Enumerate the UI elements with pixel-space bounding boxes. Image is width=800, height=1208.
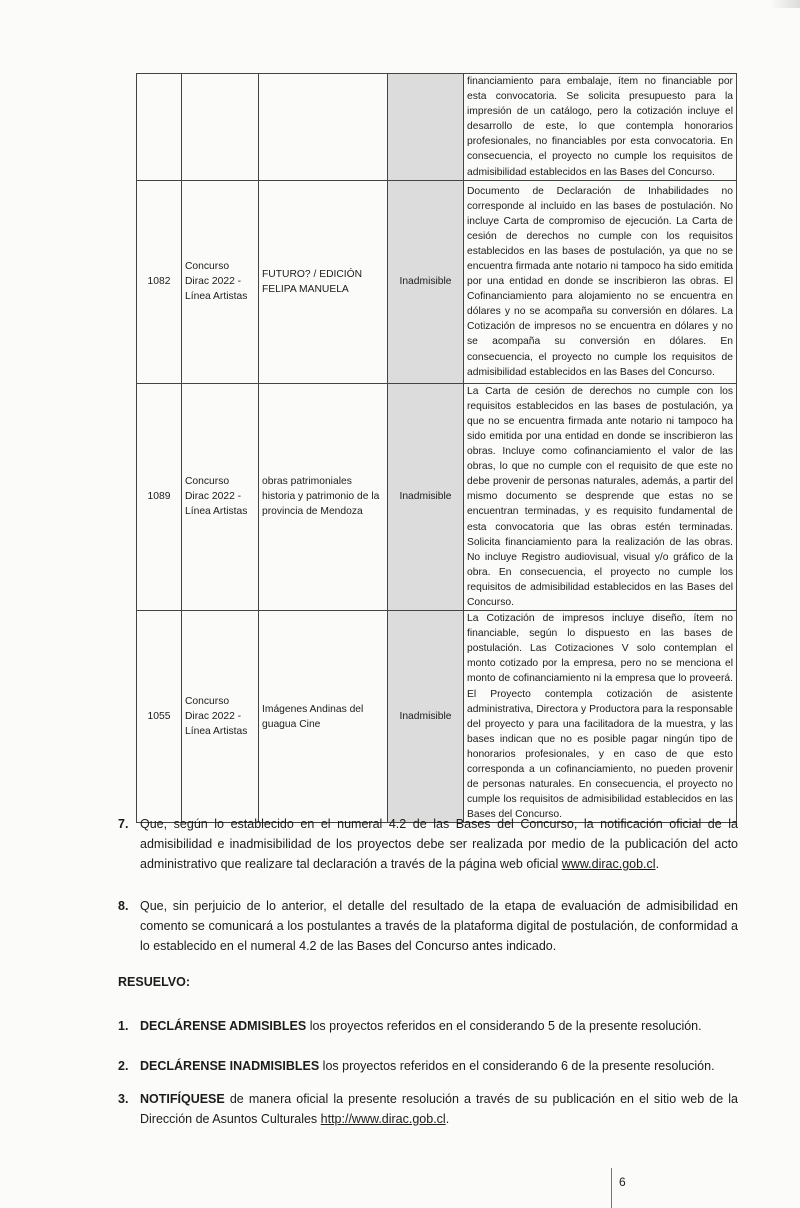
page-number-divider — [611, 1168, 612, 1208]
inadmissible-projects-table — [136, 73, 737, 823]
item-number: 2. — [118, 1059, 129, 1073]
concurso-name: Concurso Dirac 2022 - Línea Artistas — [182, 383, 259, 610]
item-text: NOTIFÍQUESE de manera oficial la presente resolución a través de su publicación en el sitio web de la Dirección de Asuntos Culturales http://www.dirac.gob.cl. — [140, 1092, 738, 1126]
resuelvo-item-3 — [118, 1089, 738, 1129]
concurso-name: Concurso Dirac 2022 - Línea Artistas — [182, 611, 259, 823]
item-number: 1. — [118, 1019, 129, 1033]
status-cell: Inadmisible — [388, 611, 464, 823]
table-row — [137, 180, 737, 383]
page-number: 6 — [619, 1175, 626, 1189]
considerando-7 — [118, 814, 738, 874]
project-name: FUTURO? / EDICIÓN FELIPA MANUELA — [259, 180, 388, 383]
project-id — [137, 74, 182, 181]
status-cell: Inadmisible — [388, 383, 464, 610]
scan-mark — [770, 0, 800, 8]
project-id: 1089 — [137, 383, 182, 610]
project-id: 1082 — [137, 180, 182, 383]
dirac-website-link[interactable]: www.dirac.gob.cl — [561, 857, 656, 871]
project-name — [259, 74, 388, 181]
status-cell — [388, 74, 464, 181]
item-text: DECLÁRENSE ADMISIBLES los proyectos referidos en el considerando 5 de la presente resolución. — [140, 1019, 702, 1033]
project-id: 1055 — [137, 611, 182, 823]
resuelvo-item-1 — [118, 1016, 738, 1036]
considerando-8 — [118, 896, 738, 956]
observation-text: La Cotización de impresos incluye diseño, ítem no financiable, según lo dispuesto en las bases de postulación. Las Cotizaciones V solo contemplan el monto cotizado por la empresa, pero no se menciona el monto de cofinanciamiento ni la empresa que lo proveerá. El Proyecto contempla cotización de asistente administrativa, Directora y Productora para la responsable del proyecto y para una facilitadora de la muestra, y las bases indican que no es posible pagar ningún tipo de honorarios profesionales, y en caso de que esto corresponda a un cofinanciamiento, no pueden provenir de personas naturales. En consecuencia, el proyecto no cumple los requisitos de admisibilidad establecidos en las Bases del Concurso. — [464, 611, 737, 823]
table-row — [137, 383, 737, 610]
considerando-text: Que, según lo establecido en el numeral 4.2 de las Bases del Concurso, la notificación oficial de la admisibilidad e inadmisibilidad de los proyectos debe ser realizada por medio de la publicación del acto administrativo que realizare tal declaración a través de la página web oficial www.dirac.gob.cl. — [140, 817, 738, 871]
table-row — [137, 74, 737, 181]
status-cell: Inadmisible — [388, 180, 464, 383]
item-number: 3. — [118, 1092, 129, 1106]
observation-text: financiamiento para embalaje, ítem no financiable por esta convocatoria. Se solicita presupuesto para la impresión de un catálogo, pero la cotización incluye el desarrollo de este, lo que contempla honorarios profesionales, no financiables por esta convocatoria. En consecuencia, el proyecto no cumple los requisitos de admisibilidad establecidos en las Bases del Concurso. — [464, 74, 737, 181]
dirac-url-link[interactable]: http://www.dirac.gob.cl — [320, 1112, 446, 1126]
considerando-text: Que, sin perjuicio de lo anterior, el detalle del resultado de la etapa de evaluación de admisibilidad en comento se comunicará a los postulantes a través de la plataforma digital de postulación, de conformidad a lo establecido en el numeral 4.2 de las Bases del Concurso antes indicado. — [140, 899, 738, 953]
observation-text: Documento de Declaración de Inhabilidades no corresponde al incluido en las bases de postulación. No incluye Carta de compromiso de ejecución. La Carta de cesión de derechos no cumple con los requisitos establecidos en las bases de postulación, ya que no se encuentra firmada ante notario ni tampoco ha sido emitida por una entidad en donde se inscribieron las obras. El Cofinanciamiento para alojamiento no se encuentra en dólares y no se acompaña su conversión en dólares. La Cotización de impresos no se encuentra en dólares y no se acompaña su conversión en dólares. En consecuencia, el proyecto no cumple los requisitos de admisibilidad establecidos en las Bases del Concurso. — [464, 180, 737, 383]
concurso-name — [182, 74, 259, 181]
considerando-number: 7. — [118, 817, 129, 831]
observation-text: La Carta de cesión de derechos no cumple con los requisitos establecidos en las bases de postulación, ya que no se encuentra firmada ante notario ni tampoco ha sido emitida por una entidad en donde se inscribieron las obras. Incluye como cofinanciamiento el valor de las obras, lo que no cumple con el requisito de que este no debe provenir de personas naturales, además, a partir del mismo documento se desprende que estas no se encuentran terminadas, y es requisito fundamental de esta convocatoria que las obras estén terminadas. Solicita financiamiento para la realización de las obras. No incluye Registro audiovisual, visual y/o gráfico de la obra. En consecuencia, el proyecto no cumple los requisitos de admisibilidad establecidos en las Bases del Concurso. — [464, 383, 737, 610]
table-row — [137, 611, 737, 823]
resuelvo-heading: RESUELVO: — [118, 975, 190, 989]
item-text: DECLÁRENSE INADMISIBLES los proyectos referidos en el considerando 6 de la presente resolución. — [140, 1059, 715, 1073]
considerando-number: 8. — [118, 899, 129, 913]
project-name: obras patrimoniales historia y patrimonio de la provincia de Mendoza — [259, 383, 388, 610]
concurso-name: Concurso Dirac 2022 - Línea Artistas — [182, 180, 259, 383]
project-name: Imágenes Andinas del guagua Cine — [259, 611, 388, 823]
resuelvo-item-2 — [118, 1056, 738, 1076]
